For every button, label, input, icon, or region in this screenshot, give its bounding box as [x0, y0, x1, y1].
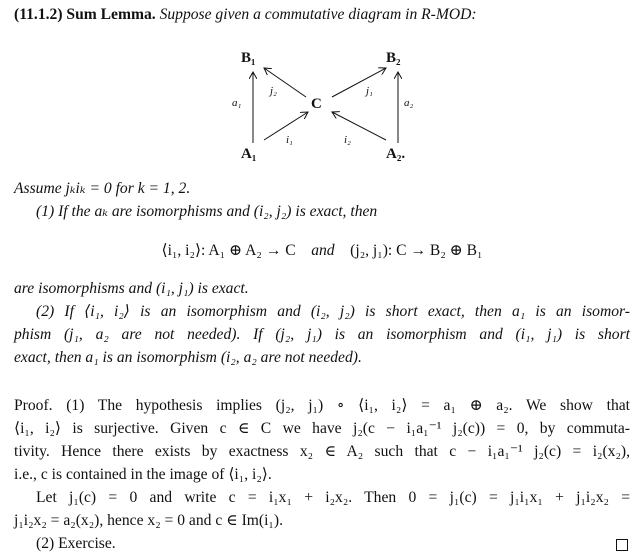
- statement-part2-line1: (2) If ⟨i₁, i₂⟩ is an isomorphism and (i₂, j₂) is short exact, then a₁ is an isomor-: [36, 303, 630, 320]
- eq-and: and: [311, 242, 335, 259]
- proof-line6: j₁i₂x₂ = a₂(x₂), hence x₂ = 0 and c ∈ Im(i₁).: [14, 512, 283, 529]
- proof-line5: Let j₁(c) = 0 and write c = i₁x₁ + i₂x₂. Then 0 = j₁(c) = j₁i₁x₁ + j₁i₂x₂ =: [36, 489, 630, 506]
- diagram-arrows: [14, 0, 630, 180]
- lemma-intro: Suppose given a commutative diagram in R-MOD:: [159, 6, 477, 23]
- statement-part2-line2: phism (j₁, a₂ are not needed). If (j₂, j₁) is an isomorphism and (i₁, j₁) is short: [14, 326, 630, 343]
- proof-line2: ⟨i₁, i₂⟩ is surjective. Given c ∈ C we have j₂(c − i₁a₁⁻¹ j₂(c)) = 0, by commuta-: [14, 420, 630, 437]
- eq-right: (j₂, j₁): C → B₂ ⊕ B₁: [350, 242, 483, 259]
- lemma-name: Sum Lemma.: [66, 6, 156, 23]
- qed-box: [616, 539, 628, 551]
- statement-part1: (1) If the aₖ are isomorphisms and (i₂, j₂) is exact, then: [36, 203, 378, 220]
- proof-line3: tivity. Hence there exists by exactness x₂ ∈ A₂ such that c − i₁a₁⁻¹ j₂(c) = i₂(x₂),: [14, 443, 630, 460]
- proof-line4: i.e., c is contained in the image of ⟨i₁, i₂⟩.: [14, 466, 272, 483]
- node-B2: B₂: [386, 50, 401, 66]
- lemma-number: (11.1.2): [14, 6, 63, 23]
- proof-line7: (2) Exercise.: [36, 535, 116, 552]
- statement-assume: Assume jₖiₖ = 0 for k = 1, 2.: [14, 180, 191, 197]
- label-j2: j₂: [270, 85, 277, 97]
- node-B1: B₁: [241, 50, 256, 66]
- proof-line1: Proof. (1) The hypothesis implies (j₂, j₁) ∘ ⟨i₁, i₂⟩ = a₁ ⊕ a₂. We show that: [14, 397, 630, 414]
- display-equation: [14, 242, 630, 260]
- node-C: C: [311, 96, 322, 112]
- statement-part2-line3: exact, then a₁ is an isomorphism (i₂, a₂ are not needed).: [14, 349, 362, 366]
- label-j1: j₁: [366, 85, 373, 97]
- node-A2: A₂.: [386, 146, 406, 162]
- statement-part1-end: are isomorphisms and (i₁, j₁) is exact.: [14, 280, 249, 297]
- label-i2: i₂: [344, 134, 351, 146]
- eq-left: ⟨i₁, i₂⟩: A₁ ⊕ A₂ → C: [161, 242, 296, 259]
- label-a2: a₂: [404, 97, 414, 109]
- arrow-i2: [332, 112, 386, 140]
- commutative-diagram: [14, 0, 630, 180]
- node-A1: A₁: [241, 146, 257, 162]
- label-a1: a₁: [232, 97, 242, 109]
- label-i1: i₁: [286, 134, 293, 146]
- arrow-j1: [332, 68, 386, 97]
